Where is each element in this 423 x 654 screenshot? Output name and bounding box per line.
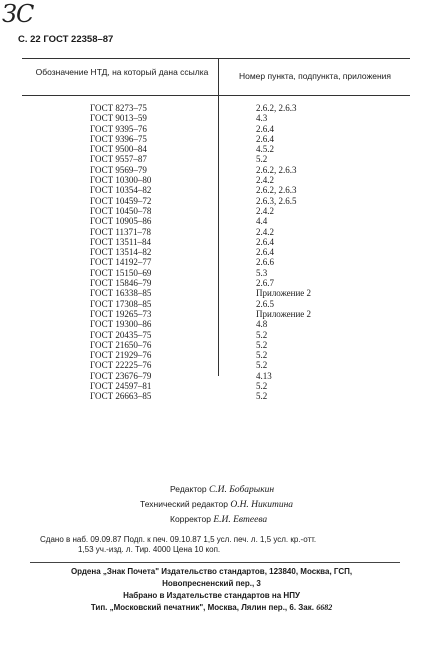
reference-item: 5.2	[256, 360, 268, 371]
bottom-divider	[30, 562, 400, 563]
reference-item: 2.4.2	[256, 226, 274, 237]
imprint-line-1: Сдано в наб. 09.09.87 Подп. к печ. 09.10.87 1,5 усл. печ. л. 1,5 усл. кр.-отт.	[40, 535, 317, 544]
tech-editor-label: Технический редактор	[140, 499, 228, 509]
reference-item: 4.5.2	[256, 144, 274, 155]
table-row	[22, 247, 410, 257]
tech-editor-name: О.Н. Никитина	[230, 500, 294, 510]
standard-designation: ГОСТ 21929–76	[90, 350, 152, 361]
table-row	[22, 278, 410, 288]
reference-item: 4.4	[256, 216, 268, 227]
reference-item: 2.6.3, 2.6.5	[256, 195, 297, 206]
reference-item: 2.6.2, 2.6.3	[256, 103, 297, 113]
standard-designation: ГОСТ 26663–85	[90, 391, 152, 402]
corrector-name: Е.И. Евтеева	[213, 515, 268, 525]
reference-item: 5.2	[256, 381, 268, 392]
standard-designation: ГОСТ 10905–86	[90, 216, 152, 227]
reference-item: 2.6.7	[256, 278, 274, 289]
publisher-line-4	[0, 602, 423, 614]
order-number: 6682	[316, 603, 333, 612]
table-row	[22, 340, 410, 350]
reference-item: 2.6.4	[256, 133, 274, 144]
handwritten-mark: ЗС	[2, 0, 34, 28]
table-row	[22, 165, 410, 175]
editor-name: С.И. Бобарыкин	[208, 485, 275, 495]
standard-designation: ГОСТ 20435–75	[90, 329, 152, 340]
table-head-rule	[22, 95, 410, 96]
imprint-line-2: 1,53 уч.-изд. л. Тир. 4000 Цена 10 коп.	[78, 545, 221, 554]
reference-item: 5.2	[256, 339, 268, 350]
reference-item: 4.3	[256, 113, 268, 124]
standard-designation: ГОСТ 19265–73	[90, 308, 152, 319]
standard-designation: ГОСТ 15846–79	[90, 278, 152, 289]
reference-item: 5.2	[256, 329, 268, 340]
standard-designation: ГОСТ 17308–85	[90, 298, 152, 309]
column-header-standard: Обозначение НТД, на который дана ссылка	[35, 67, 209, 77]
standard-designation: ГОСТ 9396–75	[90, 133, 147, 144]
reference-item: 5.2	[256, 391, 268, 402]
standard-designation: ГОСТ 13514–82	[90, 247, 152, 258]
tech-editor-line	[140, 499, 293, 510]
publisher-block	[0, 566, 423, 614]
table-row	[22, 309, 410, 319]
printer-address: Тип. „Московский печатник", Москва, Лялин пер., 6. Зак.	[90, 603, 314, 612]
table-row	[22, 391, 410, 401]
reference-item: 2.6.5	[256, 298, 274, 309]
reference-item: 2.6.4	[256, 123, 274, 134]
table-row	[22, 319, 410, 329]
standard-designation: ГОСТ 11371–78	[90, 226, 152, 237]
table-row	[22, 381, 410, 391]
standard-designation: ГОСТ 14192–77	[90, 257, 152, 268]
table-row	[22, 113, 410, 123]
standard-designation: ГОСТ 9395–76	[90, 123, 147, 134]
table-row	[22, 227, 410, 237]
standard-designation: ГОСТ 15150–69	[90, 267, 152, 278]
reference-item: 2.6.2, 2.6.3	[256, 185, 297, 196]
table-row	[22, 330, 410, 340]
standard-designation: ГОСТ 16338–85	[90, 288, 152, 299]
table-row	[22, 134, 410, 144]
reference-item: 2.6.6	[256, 257, 274, 268]
table-body	[22, 103, 410, 402]
standard-designation: ГОСТ 9500–84	[90, 144, 147, 155]
table-row	[22, 371, 410, 381]
standard-designation: ГОСТ 10459–72	[90, 195, 152, 206]
table-row	[22, 360, 410, 370]
reference-item: 5.2	[256, 154, 268, 165]
reference-table	[22, 58, 410, 402]
standard-designation: ГОСТ 13511–84	[90, 236, 152, 247]
reference-item: 2.6.4	[256, 236, 274, 247]
standard-designation: ГОСТ 23676–79	[90, 370, 152, 381]
standard-designation: ГОСТ 10354–82	[90, 185, 152, 196]
standard-designation: ГОСТ 9557–87	[90, 154, 147, 165]
table-top-rule	[22, 58, 410, 59]
table-row	[22, 216, 410, 226]
column-header-reference: Номер пункта, подпункта, приложения	[238, 71, 392, 81]
standard-designation: ГОСТ 9013–59	[90, 113, 147, 124]
reference-item: 2.4.2	[256, 205, 274, 216]
reference-item: Приложение 2	[256, 288, 312, 299]
reference-item: 2.6.4	[256, 247, 274, 258]
reference-item: 4.13	[256, 370, 272, 381]
table-row	[22, 268, 410, 278]
table-row	[22, 257, 410, 267]
table-row	[22, 237, 410, 247]
editor-line	[170, 484, 274, 495]
table-row	[22, 175, 410, 185]
table-row	[22, 103, 410, 113]
editor-label: Редактор	[170, 484, 207, 494]
standard-designation: ГОСТ 8273–75	[90, 103, 147, 113]
reference-item: 2.6.2, 2.6.3	[256, 164, 297, 175]
reference-item: 2.4.2	[256, 175, 274, 186]
standard-designation: ГОСТ 19300–86	[90, 319, 152, 330]
table-row	[22, 299, 410, 309]
reference-item: Приложение 2	[256, 308, 312, 319]
table-row	[22, 124, 410, 134]
table-row	[22, 154, 410, 164]
table-row	[22, 144, 410, 154]
standard-designation: ГОСТ 24597–81	[90, 381, 152, 392]
reference-item: 5.2	[256, 350, 268, 361]
publisher-line-1: Ордена „Знак Почета" Издательство стандартов, 123840, Москва, ГСП,	[70, 567, 353, 576]
table-row	[22, 196, 410, 206]
table-row	[22, 206, 410, 216]
publisher-line-3: Набрано в Издательстве стандартов на НПУ	[123, 591, 300, 600]
standard-designation: ГОСТ 22225–76	[90, 360, 152, 371]
table-row	[22, 185, 410, 195]
standard-designation: ГОСТ 21650–76	[90, 339, 152, 350]
imprint-block	[40, 535, 420, 555]
standard-designation: ГОСТ 10450–78	[90, 205, 152, 216]
publisher-line-2: Новопресненский пер., 3	[162, 579, 261, 588]
table-row	[22, 288, 410, 298]
standard-designation: ГОСТ 10300–80	[90, 175, 152, 186]
standard-designation: ГОСТ 9569–79	[90, 164, 147, 175]
reference-item: 5.3	[256, 267, 268, 278]
page-header: С. 22 ГОСТ 22358–87	[18, 34, 114, 45]
corrector-label: Корректор	[170, 514, 211, 524]
reference-item: 4.8	[256, 319, 268, 330]
table-row	[22, 350, 410, 360]
corrector-line	[170, 514, 267, 525]
